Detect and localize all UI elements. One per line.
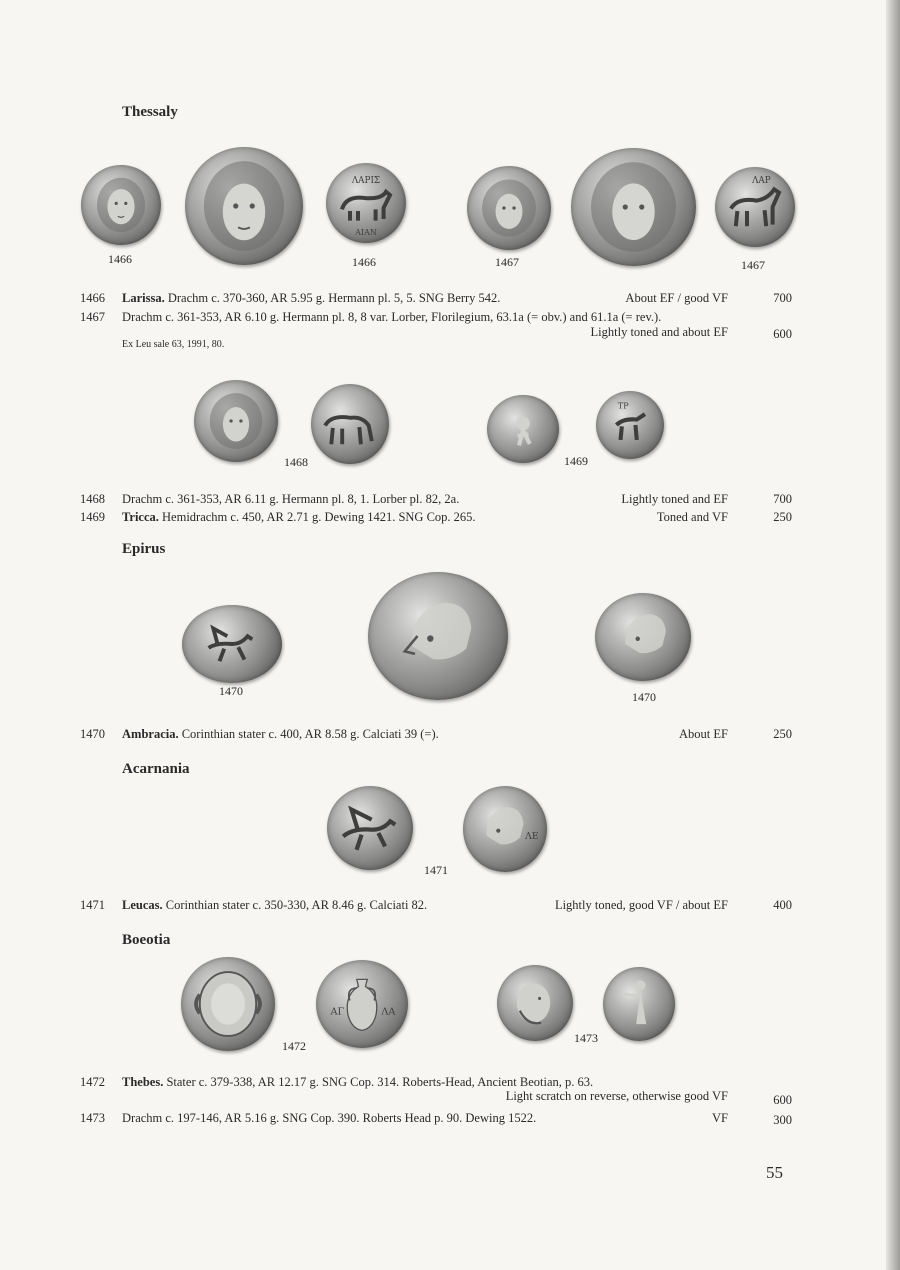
- nymph-head-icon: [185, 147, 303, 265]
- nymph-head-icon: [194, 380, 278, 462]
- coin-1469-obverse: [487, 395, 559, 463]
- athena-helmet-icon: [595, 593, 691, 681]
- coin-legend: ΑΓ: [330, 1006, 345, 1018]
- horse-icon: [311, 384, 389, 464]
- coin-legend: ΤΡ: [617, 400, 629, 411]
- coin-1469-reverse: [596, 391, 664, 459]
- coin-1473-reverse: [603, 967, 675, 1041]
- lot-estimate: 700: [773, 492, 792, 506]
- coin-1466-reverse: [326, 163, 406, 243]
- coin-legend: ΛΑ: [381, 1006, 396, 1018]
- lot-entry-1470: [0, 726, 900, 742]
- coin-1466-obverse: [81, 165, 161, 245]
- plate-label: 1466: [352, 255, 376, 269]
- section-heading-thessaly: Thessaly: [122, 104, 178, 120]
- lot-estimate: 250: [773, 727, 792, 741]
- coin-1470-obverse: [182, 605, 282, 683]
- lot-grade: Lightly toned, good VF / about EF: [554, 898, 728, 912]
- lot-description: Hemidrachm c. 450, AR 2.71 g. Dewing 1421. SNG Cop. 265.: [158, 510, 476, 524]
- section-heading-acarnania: Acarnania: [122, 761, 190, 777]
- lot-number: 1470: [80, 727, 105, 741]
- boeotian-shield-icon: [181, 957, 275, 1051]
- amphora-icon: [316, 960, 408, 1048]
- coin-1466-obverse-enlarged: [185, 147, 303, 265]
- lot-city: Leucas.: [122, 898, 163, 912]
- lot-city: Ambracia.: [122, 727, 179, 741]
- plate-label: 1472: [282, 1039, 306, 1053]
- coin-1472-reverse: [316, 960, 408, 1048]
- lot-city: Larissa.: [122, 291, 165, 305]
- lot-grade: About EF / good VF: [625, 291, 728, 305]
- lot-estimate: 400: [773, 898, 792, 912]
- coin-legend: ΑΙΑΝ: [355, 228, 377, 237]
- plate-label: 1468: [284, 455, 308, 469]
- coin-1467-obverse-enlarged: [571, 148, 696, 266]
- lot-number: 1466: [80, 291, 105, 305]
- coin-1467-reverse: [715, 167, 795, 247]
- plate-label: 1467: [495, 255, 519, 269]
- section-heading-epirus: Epirus: [122, 541, 166, 557]
- plate-label: 1473: [574, 1031, 598, 1045]
- coin-legend: ΛΑΡ: [752, 176, 771, 186]
- plate-label: 1467: [741, 258, 765, 272]
- plate-label: 1466: [108, 252, 132, 266]
- horse-icon: [326, 163, 406, 243]
- coin-1473-obverse: [497, 965, 573, 1041]
- lot-estimate: 600: [773, 1093, 792, 1107]
- coin-1470-reverse: [595, 593, 691, 681]
- nymph-head-icon: [571, 148, 696, 266]
- nymph-head-icon: [497, 965, 573, 1041]
- athena-helmet-icon: [368, 572, 508, 700]
- coin-1472-obverse: [181, 957, 275, 1051]
- pegasus-icon: [327, 786, 413, 870]
- lot-description: Corinthian stater c. 400, AR 8.58 g. Calciati 39 (=).: [178, 727, 439, 741]
- page-number: 55: [766, 1163, 783, 1182]
- lot-city: Tricca.: [122, 510, 159, 524]
- lot-entry-1467: [0, 309, 900, 349]
- lot-entry-1473: [0, 1110, 900, 1126]
- standing-figure-icon: [603, 967, 675, 1041]
- lot-entry-1468: [0, 491, 900, 507]
- section-heading-boeotia: Boeotia: [122, 932, 171, 948]
- lot-estimate: 700: [773, 291, 792, 305]
- lot-estimate: 250: [773, 510, 792, 524]
- lot-number: 1469: [80, 510, 105, 524]
- lot-entry-1466: [0, 290, 900, 306]
- lot-number: 1471: [80, 898, 105, 912]
- lot-grade: About EF: [679, 727, 728, 741]
- plate-label: 1471: [424, 863, 448, 877]
- plate-label: 1469: [564, 454, 588, 468]
- plate-label: 1470: [632, 690, 656, 704]
- lot-city: Thebes.: [122, 1075, 164, 1089]
- coin-1470-reverse-enlarged: [368, 572, 508, 700]
- athena-helmet-icon: [463, 786, 547, 872]
- horse-icon: [596, 391, 664, 459]
- lot-grade: VF: [712, 1111, 728, 1125]
- coin-1467-obverse: [467, 166, 551, 250]
- lot-entry-1471: [0, 897, 900, 913]
- lot-description: Corinthian stater c. 350-330, AR 8.46 g. Calciati 82.: [162, 898, 428, 912]
- lot-number: 1468: [80, 492, 105, 506]
- lot-grade: Light scratch on reverse, otherwise good VF: [505, 1089, 728, 1103]
- lot-description: Drachm c. 370-360, AR 5.95 g. Hermann pl. 5, 5. SNG Berry 542.: [164, 291, 501, 305]
- coin-1468-reverse: [311, 384, 389, 464]
- nymph-head-icon: [467, 166, 551, 250]
- lot-description: Drachm c. 361-353, AR 6.10 g. Hermann pl. 8, 8 var. Lorber, Florilegium, 63.1a (= obv.) and 61.1a (= rev.).: [122, 310, 662, 324]
- horse-icon: [715, 167, 795, 247]
- lot-number: 1472: [80, 1075, 105, 1089]
- nymph-head-icon: [81, 165, 161, 245]
- lot-grade: Lightly toned and EF: [621, 492, 728, 506]
- lot-grade: Lightly toned and about EF: [590, 325, 728, 339]
- lot-entry-1472: [0, 1074, 900, 1106]
- lot-number: 1467: [80, 310, 105, 324]
- nymph-head-icon: [487, 395, 559, 463]
- lot-description: Stater c. 379-338, AR 12.17 g. SNG Cop. 314. Roberts-Head, Ancient Beotian, p. 63.: [163, 1075, 594, 1089]
- lot-number: 1473: [80, 1111, 105, 1125]
- coin-legend: ΛΕ: [525, 831, 539, 843]
- lot-estimate: 300: [773, 1113, 792, 1127]
- coin-1471-reverse: [463, 786, 547, 872]
- lot-estimate: 600: [773, 327, 792, 341]
- pegasus-icon: [182, 605, 282, 683]
- coin-legend: ΛΑΡΙΣ: [351, 176, 381, 186]
- coin-1468-obverse: [194, 380, 278, 462]
- lot-description: Drachm c. 361-353, AR 6.11 g. Hermann pl. 8, 1. Lorber pl. 82, 2a.: [122, 492, 460, 506]
- lot-provenance-note: Ex Leu sale 63, 1991, 80.: [122, 339, 225, 350]
- lot-description: Drachm c. 197-146, AR 5.16 g. SNG Cop. 390. Roberts Head p. 90. Dewing 1522.: [122, 1111, 537, 1125]
- lot-entry-1469: [0, 509, 900, 525]
- lot-grade: Toned and VF: [656, 510, 728, 524]
- coin-1471-obverse: [327, 786, 413, 870]
- plate-label: 1470: [219, 684, 243, 698]
